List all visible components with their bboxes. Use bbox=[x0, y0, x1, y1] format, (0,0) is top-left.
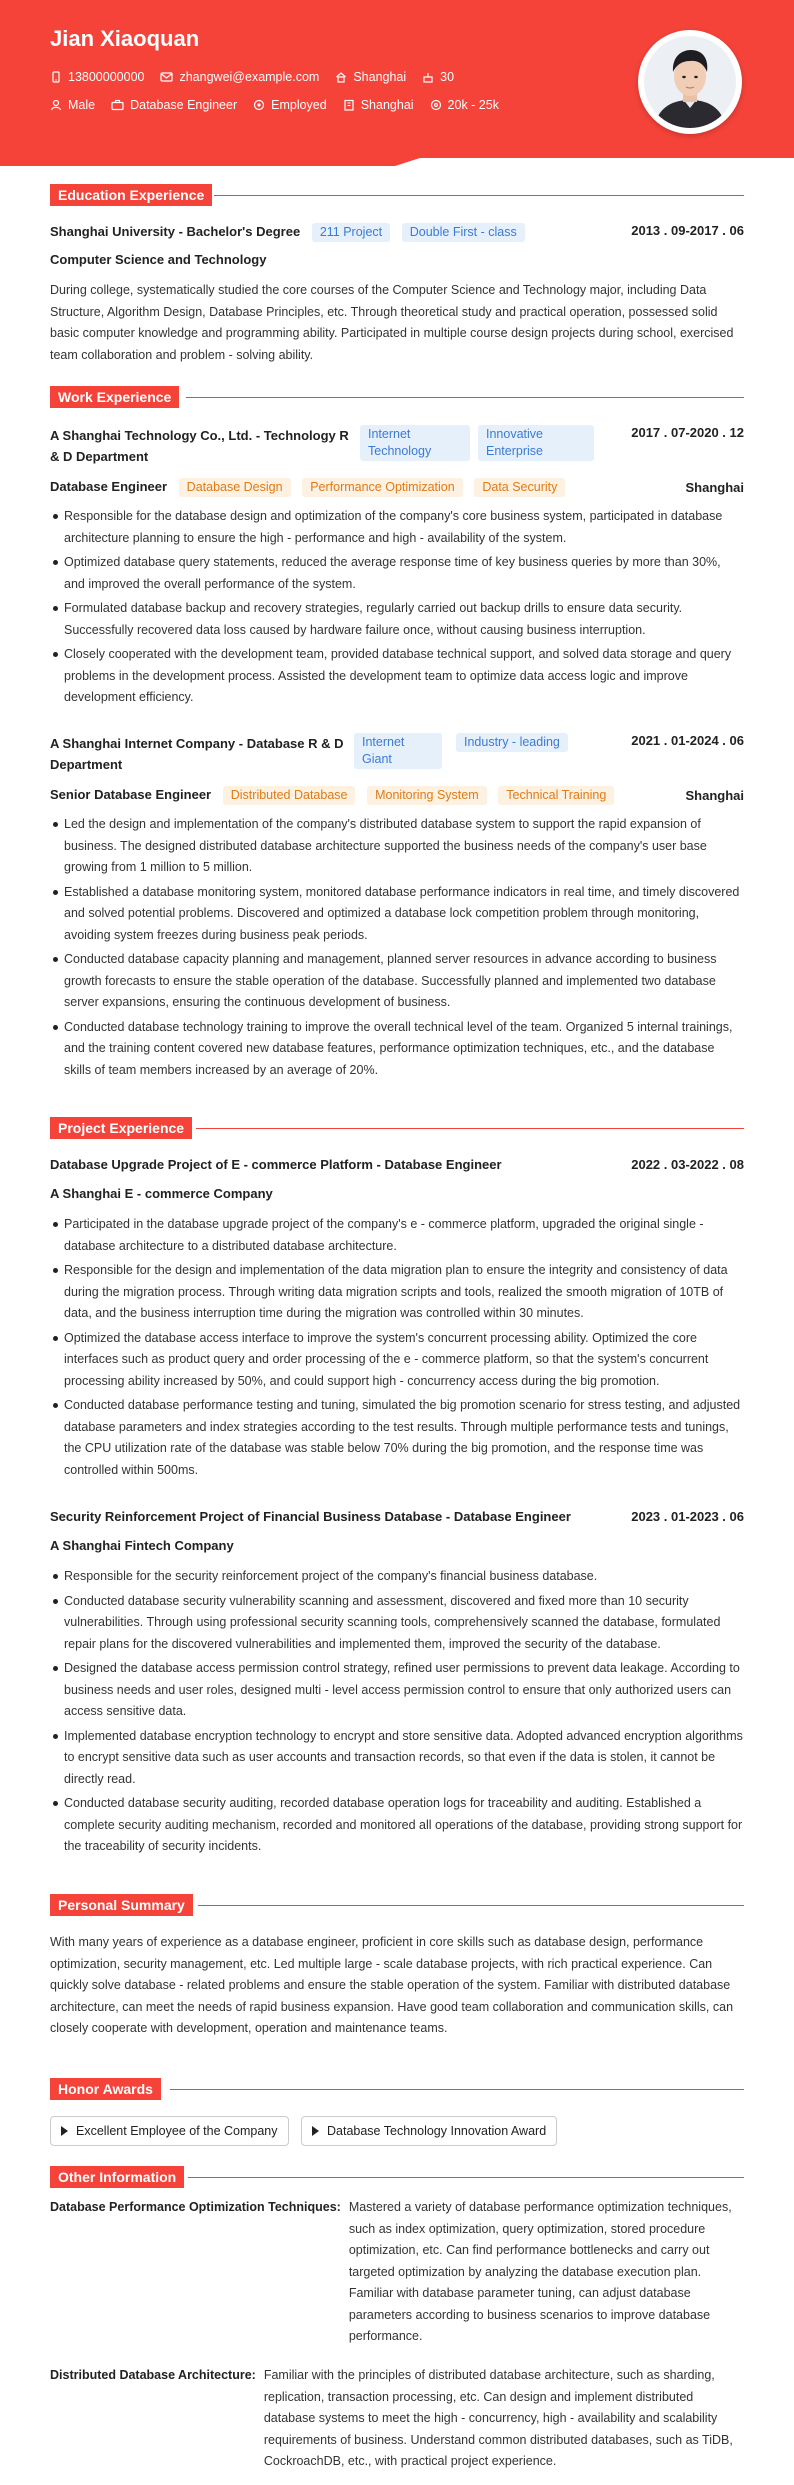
industry-tag: Internet Technology bbox=[360, 425, 470, 461]
briefcase-icon bbox=[111, 99, 124, 111]
project-company: A Shanghai E - commerce Company bbox=[50, 1186, 273, 1201]
info-row bbox=[50, 2197, 744, 2348]
section-divider bbox=[214, 195, 744, 196]
industry-tag: Internet Giant bbox=[354, 733, 442, 769]
candidate-name: Jian Xiaoquan bbox=[50, 26, 200, 51]
email-item bbox=[160, 70, 319, 84]
job-header bbox=[50, 425, 744, 467]
gender-item bbox=[50, 98, 95, 112]
status-value: Employed bbox=[271, 98, 327, 112]
position-item bbox=[111, 98, 237, 112]
education-major-row bbox=[50, 252, 744, 267]
section-divider bbox=[198, 1905, 744, 1906]
section-title: Other Information bbox=[50, 2166, 184, 2188]
cake-icon bbox=[422, 71, 434, 83]
skill-tag: Technical Training bbox=[498, 786, 614, 805]
job-bullets bbox=[50, 506, 744, 712]
city-value: Shanghai bbox=[353, 70, 407, 84]
list-item: Responsible for the design and implementation of the data migration plan to ensure the integrity and consistency of data during the migration process. Through writing data migration scripts and tools, realized the smooth migration of 10TB of data, and the business interruption time during the migration was controlled within 30 minutes. bbox=[50, 1260, 744, 1325]
project-title: Security Reinforcement Project of Financial Business Database - Database Engineer bbox=[50, 1509, 571, 1524]
honor-label: Excellent Employee of the Company bbox=[76, 2124, 278, 2138]
section-title: Work Experience bbox=[50, 386, 179, 408]
city-item bbox=[335, 70, 406, 84]
school-name: Shanghai University - Bachelor's Degree bbox=[50, 224, 301, 239]
email-icon bbox=[160, 71, 173, 83]
play-icon bbox=[61, 2126, 68, 2136]
info-row bbox=[50, 2365, 744, 2473]
age-value: 30 bbox=[440, 70, 455, 84]
section-honors bbox=[50, 2078, 744, 2100]
list-item: Formulated database backup and recovery strategies, regularly carried out backup drills to ensure data security. Successfully recovered data loss caused by hardware failure once, without causing business interruption. bbox=[50, 598, 744, 641]
job-bullets bbox=[50, 814, 744, 1084]
phone-item bbox=[50, 70, 144, 84]
gender-value: Male bbox=[68, 98, 96, 112]
info-value: Familiar with the principles of distributed database architecture, such as sharding, replication, transaction processing, etc. Can design and implement distributed database systems to meet the high - concurrency, high - availability and scalability requirements of business. Understand common distributed databases, such as TiDB, CockroachDB, etc., with practical project experience. bbox=[263, 2368, 733, 2468]
work-city-item bbox=[343, 98, 414, 112]
avatar bbox=[638, 30, 742, 134]
honor-award-chip bbox=[301, 2116, 557, 2146]
list-item: Conducted database performance testing and tuning, simulated the big promotion scenario for stress testing, and adjusted database parameters and index strategies according to the test results. Through multiple performance tests and tunings, the CPU utilization rate of the database was stable below 70% during the big promotion, and the response time was controlled within 500ms. bbox=[50, 1395, 744, 1481]
position-value: Database Engineer bbox=[130, 98, 238, 112]
job-location: Shanghai bbox=[685, 480, 744, 495]
work-city-value: Shanghai bbox=[360, 98, 414, 112]
project-company-row bbox=[50, 1538, 744, 1553]
education-major: Computer Science and Technology bbox=[50, 252, 267, 267]
honor-label: Database Technology Innovation Award bbox=[327, 2124, 547, 2138]
project-title: Database Upgrade Project of E - commerce Platform - Database Engineer bbox=[50, 1157, 502, 1172]
section-divider bbox=[186, 397, 744, 398]
skill-tag: Database Design bbox=[179, 478, 291, 497]
list-item: Responsible for the database design and optimization of the company's core business system, participated in database architecture planning to ensure the high - performance and high - availability of the system. bbox=[50, 506, 744, 549]
industry-tag: Innovative Enterprise bbox=[478, 425, 594, 461]
list-item: Responsible for the security reinforcement project of the company's financial business database. bbox=[50, 1566, 744, 1588]
info-key: Database Performance Optimization Techniques: bbox=[50, 2200, 341, 2214]
section-other bbox=[50, 2166, 744, 2188]
project-date: 2022 . 03-2022 . 08 bbox=[631, 1157, 744, 1172]
phone-value: 13800000000 bbox=[68, 70, 145, 84]
info-key: Distributed Database Architecture: bbox=[50, 2368, 256, 2382]
industry-tag: Industry - leading bbox=[456, 733, 568, 752]
info-value: Mastered a variety of database performance optimization techniques, such as index optimization, query optimization, stored procedure optimization, etc. Can find performance bottlenecks and carry out targeted optimization by analyzing the database execution plan. Familiar with database parameter tuning, can adjust database parameters according to business scenarios to improve database performance. bbox=[348, 2200, 732, 2343]
list-item: Implemented database encryption technology to encrypt and store sensitive data. Adopted advanced encryption algorithms to encrypt sensitive data such as user accounts and transaction records, so that even if the data is stolen, it cannot be directly read. bbox=[50, 1726, 744, 1791]
salary-item bbox=[430, 98, 499, 112]
education-tag: Double First - class bbox=[402, 223, 525, 242]
section-summary bbox=[50, 1894, 744, 1916]
list-item: Closely cooperated with the development team, provided database technical support, and solved data storage and query problems in the development process. Assisted the development team to optimize data access logic and improve development efficiency. bbox=[50, 644, 744, 709]
list-item: Designed the database access permission control strategy, refined user permissions to prevent data leakage. According to business needs and user roles, designed multi - level access permission control to ensure that only authorized users can access sensitive data. bbox=[50, 1658, 744, 1723]
home-icon bbox=[335, 71, 347, 83]
job-date: 2017 . 07-2020 . 12 bbox=[631, 425, 744, 440]
project-bullets bbox=[50, 1566, 744, 1861]
job-role: Database Engineer bbox=[50, 479, 168, 494]
section-divider bbox=[188, 2177, 744, 2178]
job-header bbox=[50, 733, 744, 775]
job-role-row bbox=[50, 786, 744, 805]
age-item bbox=[422, 70, 454, 84]
project-date: 2023 . 01-2023 . 06 bbox=[631, 1509, 744, 1524]
project-company-row bbox=[50, 1186, 744, 1201]
list-item: Conducted database security auditing, recorded database operation logs for traceability and auditing. Established a complete security auditing mechanism, recorded and monitored all operations of the database, providing strong support for the traceability of security incidents. bbox=[50, 1793, 744, 1858]
section-work bbox=[50, 386, 744, 408]
project-header bbox=[50, 1157, 744, 1172]
money-icon bbox=[430, 99, 442, 111]
list-item: Established a database monitoring system, monitored database performance indicators in real time, and timely discovered and solved potential problems. Discovered and optimized a database lock competition problem through monitoring, avoiding system freezes during business peak periods. bbox=[50, 882, 744, 947]
job-company: A Shanghai Technology Co., Ltd. - Technology R & D Department bbox=[50, 428, 349, 464]
list-item: Optimized database query statements, reduced the average response time of key business queries by more than 30%, and improved the overall performance of the system. bbox=[50, 552, 744, 595]
skill-tag: Performance Optimization bbox=[302, 478, 463, 497]
skill-tag: Data Security bbox=[474, 478, 565, 497]
section-divider bbox=[170, 2089, 744, 2090]
list-item: Conducted database capacity planning and management, planned server resources in advance according to business growth forecasts to ensure the stable operation of the database. Successfully planned and implemented two database server expansions, ensuring the continuous development of business. bbox=[50, 949, 744, 1014]
email-value: zhangwei@example.com bbox=[179, 70, 320, 84]
list-item: Conducted database technology training to improve the overall technical level of the team. Organized 5 internal trainings, and the training content covered new database features, performance optimization techniques, etc., and the database skills of team members increased by an average of 20%. bbox=[50, 1017, 744, 1082]
section-title: Personal Summary bbox=[50, 1894, 193, 1916]
phone-icon bbox=[50, 71, 62, 83]
job-location: Shanghai bbox=[685, 788, 744, 803]
list-item: Conducted database security vulnerability scanning and assessment, discovered and fixed more than 10 security vulnerabilities. Through using professional security scanning tools, comprehensively scanned the database, formulated repair plans for the discovered vulnerabilities and implemented them, improved the security of the database. bbox=[50, 1591, 744, 1656]
summary-text: With many years of experience as a database engineer, proficient in core skills such as database design, performance optimization, security management, etc. Led multiple large - scale database projects, with rich practical experience. Can quickly solve database - related problems and ensure the stable operation of the system. Familiar with distributed database architecture, can meet the needs of rapid business expansion. Have good team collaboration and communication skills, can closely cooperate with development, operation and maintenance teams. bbox=[50, 1935, 734, 2035]
project-header bbox=[50, 1509, 744, 1524]
section-projects bbox=[50, 1117, 744, 1139]
job-role: Senior Database Engineer bbox=[50, 787, 212, 802]
section-divider bbox=[196, 1128, 744, 1129]
project-bullets bbox=[50, 1214, 744, 1484]
section-title: Education Experience bbox=[50, 184, 212, 206]
job-company: A Shanghai Internet Company - Database R & D Department bbox=[50, 736, 344, 772]
project-company: A Shanghai Fintech Company bbox=[50, 1538, 234, 1553]
status-icon bbox=[253, 99, 265, 111]
list-item: Optimized the database access interface to improve the system's concurrent processing ability. Optimized the core interfaces such as product query and order processing of the e - commerce platform, so that the system's concurrent processing ability increased by 50%, and could support high - concurrency access during the big promotion. bbox=[50, 1328, 744, 1393]
status-item bbox=[253, 98, 327, 112]
profile-row bbox=[50, 98, 515, 112]
play-icon bbox=[312, 2126, 319, 2136]
contact-row bbox=[50, 70, 470, 84]
job-role-row bbox=[50, 478, 744, 497]
header-banner bbox=[0, 0, 794, 200]
honor-award-chip bbox=[50, 2116, 289, 2146]
list-item: Led the design and implementation of the company's distributed database system to support the rapid expansion of business. The designed distributed database architecture supported the business needs of the company's user base growing from 1 million to 5 million. bbox=[50, 814, 744, 879]
skill-tag: Distributed Database bbox=[223, 786, 356, 805]
skill-tag: Monitoring System bbox=[367, 786, 487, 805]
education-header bbox=[50, 223, 744, 242]
education-description: During college, systematically studied the core courses of the Computer Science and Technology major, including Data Structure, Algorithm Design, Database Principles, etc. Through theoretical study and practical operation, possessed solid basic computer knowledge and programming ability. Participated in multiple course design projects during school, exercised team collaboration and problem - solving ability. bbox=[50, 283, 734, 362]
education-tag: 211 Project bbox=[312, 223, 390, 242]
section-education bbox=[50, 184, 744, 206]
job-date: 2021 . 01-2024 . 06 bbox=[631, 733, 744, 748]
section-title: Honor Awards bbox=[50, 2078, 161, 2100]
avatar-portrait-icon bbox=[644, 36, 736, 128]
user-icon bbox=[50, 99, 62, 111]
list-item: Participated in the database upgrade project of the company's e - commerce platform, upgraded the original single - database architecture to a distributed database architecture. bbox=[50, 1214, 744, 1257]
building-icon bbox=[343, 99, 355, 111]
salary-value: 20k - 25k bbox=[447, 98, 499, 112]
education-date: 2013 . 09-2017 . 06 bbox=[631, 223, 744, 238]
section-title: Project Experience bbox=[50, 1117, 192, 1139]
